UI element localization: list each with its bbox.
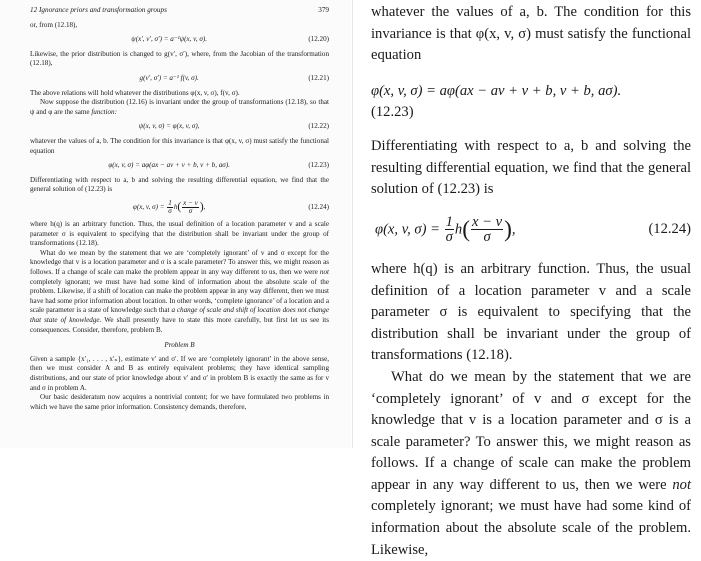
fraction-argument [471, 215, 503, 245]
equation-number: (12.21) [308, 73, 329, 82]
equation-12-23 [30, 161, 329, 171]
equation-body: ψ(x′, v′, σ′) = a⁻¹ψ(x, v, σ). [131, 35, 207, 44]
paragraph: Likewise, the prior distribution is changed to g(v′, σ′), where, from the Jacobian of the transformation (12.18), [30, 49, 329, 68]
fraction-numerator: x − v [471, 213, 503, 230]
fraction-numerator: x − v [183, 198, 198, 207]
equation-12-22 [30, 122, 329, 132]
page-body [0, 0, 351, 412]
equation-12-23 [371, 81, 691, 124]
paragraph-text: Now suppose the distribution (12.16) is invariant under the group of transformations (12.18), so that ψ and φ are the same [30, 98, 329, 116]
fraction-numerator: 1 [168, 198, 172, 207]
equation-number: (12.24) [308, 202, 329, 211]
paren-open: ( [177, 200, 182, 213]
chapter-title: 12 Ignorance priors and transformation groups [30, 6, 167, 14]
paragraph: where h(q) is an arbitrary function. Thus, the usual definition of a location parameter v and a scale parameter σ is equivalent to specifying that the distribution shall be invariant under the group of transformations (12.18). [371, 260, 691, 364]
equation-number: (12.23) [308, 161, 329, 170]
emphasis-text: function: [91, 107, 117, 116]
paragraph-text: What do we mean by the statement that we are ‘completely ignorant’ of v and σ except for the knowledge that v is a location parameter and σ is a scale parameter? To answer this, we might reason as follows. If a change of scale can make the problem appear in any way different to us, then we were [30, 248, 329, 277]
equation-number: (12.20) [308, 35, 329, 44]
fraction-argument [182, 200, 199, 215]
equation-12-20 [30, 35, 329, 45]
emphasis-text: a change of scale and shift of location does not change that state of knowledge. [30, 306, 329, 325]
paragraph: Given a sample {x′₁, . . . , x′ₙ}, estimate v′ and σ′. If we are ‘completely ignorant’ in the above sense, then we must consider A and B as entirely equivalent problems; they have identical sampling distributions, and our state of prior knowledge about v′ and σ′ in problem B is exactly the same as for v and σ in problem A. [30, 354, 329, 392]
equation-lhs: φ(x, v, σ) = [132, 203, 165, 212]
equation-body: g(v′, σ′) = a⁻¹ f(v, σ). [139, 73, 199, 82]
paragraph: whatever the values of a, b. The condition for this invariance is that φ(x, v, σ) must satisfy the functional equation [30, 136, 329, 155]
paren-close: ) [199, 200, 204, 213]
equation-number: (12.23) [371, 104, 414, 121]
paragraph: Our basic desideratum now acquires a nontrivial content; for we have formulated two problems in which we have the same prior information. Consistency demands, therefore, [30, 393, 329, 411]
paragraph-text: completely ignorant; we must have had some kind of information about the absolute scale of the problem. Likewise, [371, 498, 691, 558]
emphasis-text: not [319, 268, 329, 277]
equation-body: φ(x, v, σ) = aφ(ax − av + v + b, v + b, aσ). [371, 82, 622, 99]
fraction-one-over-sigma [167, 200, 173, 215]
paragraph: where h(q) is an arbitrary function. Thus, the usual definition of a location parameter v and a scale parameter σ is equivalent to specifying that the distribution shall be invariant under the group of transformations (12.18). [30, 220, 329, 248]
fraction-denominator: σ [188, 207, 193, 215]
book-page-full [0, 0, 351, 448]
book-page-zoomed [352, 0, 701, 558]
running-header [30, 6, 329, 16]
equation-body: φ(x, v, σ) = aφ(ax − av + v + b, v + b, aσ). [108, 161, 230, 170]
equation-body: φ(x, v, σ) = $\frac{1}{\sigma}$ h( $\frac{x - v}{\sigma}$ ), [375, 213, 516, 246]
equation-12-24 [30, 200, 329, 215]
equation-lhs: φ(x, v, σ) = [375, 221, 440, 238]
paragraph-text: What do we mean by the statement that we are ‘completely ignorant’ of v and σ except for the knowledge that v is a location parameter and σ is a scale parameter? To answer this, we might reason as follows. If a change of scale can make the problem appear in any way different to us, then we were [371, 368, 691, 493]
equation-12-21 [30, 74, 329, 84]
paragraph: Differentiating with respect to a, b and solving the resulting differential equation, we find that the general solution of (12.23) is [371, 137, 691, 198]
equation-number: (12.22) [308, 122, 329, 131]
paragraph [30, 249, 329, 335]
paragraph-text: The above relations will hold whatever the distributions φ(x, v, σ), f(v, σ). [30, 88, 240, 97]
fraction-numerator: 1 [445, 213, 453, 230]
paragraph-text: We shall presently have to state this more carefully, but first let us see its consequences. Consider, therefore, problem B. [30, 316, 329, 334]
fraction-denominator: σ [483, 229, 491, 246]
emphasis-text: not [672, 476, 691, 493]
paragraph [30, 98, 329, 117]
fraction-denominator: σ [445, 229, 453, 246]
equation-body: φ(x, v, σ) = $\frac{1}{\sigma}$ h( $\frac{x - v}{\sigma}$ ), [132, 198, 206, 215]
equation-number: (12.24) [648, 221, 691, 238]
equation-body: ψ(x, v, σ) = φ(x, v, σ), [138, 122, 200, 131]
function-h: h [173, 203, 178, 212]
paren-close: ) [504, 216, 512, 243]
paragraph: Differentiating with respect to a, b and solving the resulting differential equation, we find that the general solution of (12.23) is [30, 175, 329, 194]
paragraph-text: completely ignorant; we must have had some kind of information about the absolute scale of the problem. Likewise, if a shift of location can make the problem appear in any way different, then we must have had some prior information about location. In other words, ‘complete ignorance’ of a location and a scale parameter is a state of knowledge such that [30, 277, 329, 315]
equation-12-24 [371, 215, 691, 245]
paragraph: whatever the values of a, b. The condition for this invariance is that φ(x, v, σ) must satisfy the functional equation [371, 4, 691, 64]
paragraph: or, from (12.18), [30, 20, 78, 29]
paragraph [30, 89, 329, 99]
fraction-one-over-sigma [445, 215, 454, 245]
zoomed-body [353, 0, 701, 561]
problem-heading: Problem B [164, 341, 195, 350]
fraction-denominator: σ [168, 207, 172, 215]
page-number: 379 [318, 6, 329, 14]
paragraph [371, 367, 691, 561]
function-h: h [454, 221, 463, 238]
paren-open: ( [462, 216, 470, 243]
